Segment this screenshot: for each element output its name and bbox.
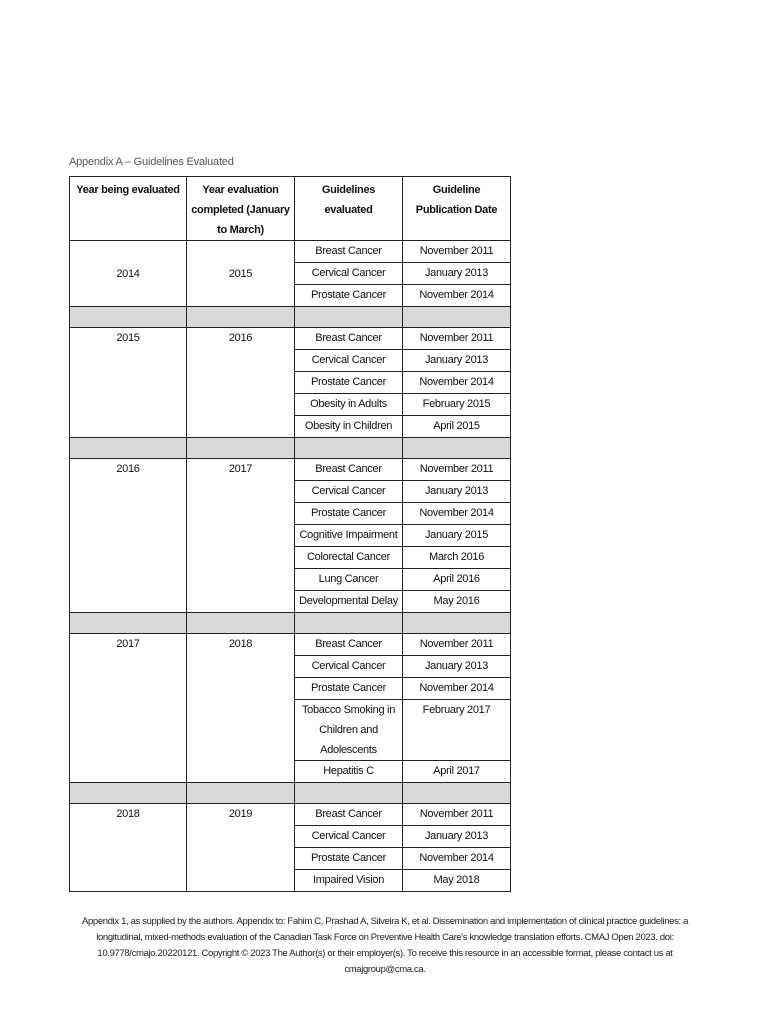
separator-cell [295, 783, 403, 804]
cell-guideline: Breast Cancer [295, 459, 403, 481]
cell-year-evaluated: 2015 [70, 328, 187, 438]
cell-publication-date: November 2011 [403, 459, 511, 481]
cell-publication-date: January 2013 [403, 826, 511, 848]
cell-guideline: Breast Cancer [295, 634, 403, 656]
cell-guideline: Cervical Cancer [295, 481, 403, 503]
separator-cell [70, 438, 187, 459]
cell-year-evaluated: 2016 [70, 459, 187, 613]
cell-publication-date: November 2014 [403, 372, 511, 394]
cell-publication-date: January 2013 [403, 656, 511, 678]
table-row [70, 804, 511, 826]
table-row [70, 459, 511, 481]
cell-guideline: Cervical Cancer [295, 263, 403, 285]
table-row [70, 634, 511, 656]
separator-cell [403, 307, 511, 328]
cell-guideline: Cervical Cancer [295, 350, 403, 372]
table-caption: Appendix A – Guidelines Evaluated [69, 156, 234, 168]
separator-cell [403, 438, 511, 459]
cell-publication-date: November 2014 [403, 503, 511, 525]
cell-guideline: Impaired Vision [295, 870, 403, 892]
cell-year-evaluated: 2018 [70, 804, 187, 892]
cell-guideline: Breast Cancer [295, 804, 403, 826]
table-row [70, 241, 511, 263]
cell-publication-date: November 2011 [403, 241, 511, 263]
separator-cell [187, 783, 295, 804]
cell-publication-date: April 2016 [403, 569, 511, 591]
cell-guideline: Lung Cancer [295, 569, 403, 591]
guidelines-table [69, 176, 511, 892]
header-row [70, 177, 511, 241]
separator-row [70, 783, 511, 804]
separator-cell [70, 783, 187, 804]
cell-guideline: Breast Cancer [295, 328, 403, 350]
separator-cell [187, 307, 295, 328]
cell-publication-date: November 2014 [403, 848, 511, 870]
cell-guideline: Prostate Cancer [295, 678, 403, 700]
cell-publication-date: April 2015 [403, 416, 511, 438]
cell-guideline: Colorectal Cancer [295, 547, 403, 569]
cell-guideline: Tobacco Smoking in Children and Adolescents [295, 700, 403, 761]
cell-guideline: Developmental Delay [295, 591, 403, 613]
cell-year-evaluated: 2014 [70, 241, 187, 307]
header-year-evaluated: Year being evaluated [70, 177, 187, 241]
cell-publication-date: November 2011 [403, 804, 511, 826]
cell-publication-date: January 2013 [403, 350, 511, 372]
separator-row [70, 613, 511, 634]
cell-publication-date: May 2018 [403, 870, 511, 892]
table-body [70, 241, 511, 892]
separator-cell [70, 307, 187, 328]
cell-publication-date: January 2013 [403, 263, 511, 285]
cell-guideline: Prostate Cancer [295, 285, 403, 307]
separator-row [70, 307, 511, 328]
separator-cell [295, 438, 403, 459]
cell-guideline: Obesity in Adults [295, 394, 403, 416]
separator-row [70, 438, 511, 459]
cell-guideline: Prostate Cancer [295, 372, 403, 394]
cell-publication-date: November 2014 [403, 285, 511, 307]
cell-publication-date: November 2011 [403, 328, 511, 350]
cell-publication-date: January 2015 [403, 525, 511, 547]
cell-guideline: Breast Cancer [295, 241, 403, 263]
separator-cell [403, 783, 511, 804]
table-row [70, 328, 511, 350]
separator-cell [403, 613, 511, 634]
table-header [70, 177, 511, 241]
cell-year-completed: 2019 [187, 804, 295, 892]
cell-publication-date: February 2015 [403, 394, 511, 416]
cell-year-completed: 2015 [187, 241, 295, 307]
cell-publication-date: January 2013 [403, 481, 511, 503]
cell-publication-date: May 2016 [403, 591, 511, 613]
separator-cell [295, 613, 403, 634]
separator-cell [187, 613, 295, 634]
separator-cell [295, 307, 403, 328]
cell-guideline: Cervical Cancer [295, 656, 403, 678]
cell-year-completed: 2016 [187, 328, 295, 438]
header-guidelines-evaluated: Guidelines evaluated [295, 177, 403, 241]
cell-guideline: Hepatitis C [295, 761, 403, 783]
separator-cell [187, 438, 295, 459]
separator-cell [70, 613, 187, 634]
cell-publication-date: March 2016 [403, 547, 511, 569]
cell-publication-date: November 2014 [403, 678, 511, 700]
footnote: Appendix 1, as supplied by the authors. Appendix to: Fahim C, Prashad A, Silveira K, et al. Dissemination and implementation of clinical practice guidelines: a longitudinal, mixed-methods evaluation of the Canadian Task Force on Preventive Health Care's knowledge translation efforts. CMAJ Open 2023. doi: 10.9778/cmajo.20220121. Copyright © 2023 The Author(s) or their employer(s). To receive this resource in an accessible format, please contact us at cmajgroup@cma.ca. [81, 916, 689, 975]
header-publication-date: Guideline Publication Date [403, 177, 511, 241]
cell-publication-date: April 2017 [403, 761, 511, 783]
cell-guideline: Cognitive Impairment [295, 525, 403, 547]
cell-guideline: Obesity in Children [295, 416, 403, 438]
cell-guideline: Cervical Cancer [295, 826, 403, 848]
cell-guideline: Prostate Cancer [295, 503, 403, 525]
header-year-completed: Year evaluation completed (January to March) [187, 177, 295, 241]
cell-year-completed: 2018 [187, 634, 295, 783]
cell-year-completed: 2017 [187, 459, 295, 613]
cell-publication-date: February 2017 [403, 700, 511, 761]
cell-year-evaluated: 2017 [70, 634, 187, 783]
cell-guideline: Prostate Cancer [295, 848, 403, 870]
cell-publication-date: November 2011 [403, 634, 511, 656]
